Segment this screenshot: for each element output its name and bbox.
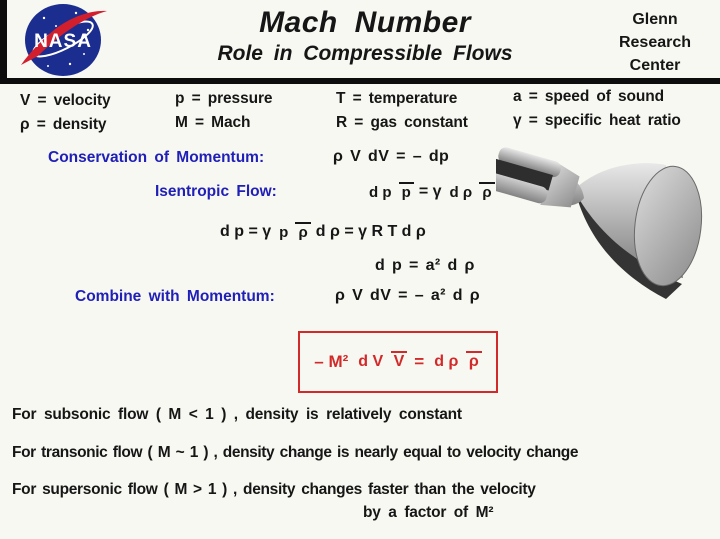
definition-item: γ = specific heat ratio — [513, 111, 681, 129]
fraction-numerator: d ρ — [434, 353, 459, 370]
eq-speed-of-sound: d p = a² d ρ — [375, 257, 475, 274]
eq-text: = — [414, 352, 425, 371]
eq-isentropic — [366, 169, 495, 215]
note-transonic: For transonic flow ( M ~ 1 ) , density change is nearly equal to velocity change — [12, 444, 579, 461]
label-conservation-of-momentum: Conservation of Momentum: — [48, 149, 265, 166]
eq-text: d p = γ — [220, 223, 272, 240]
label-isentropic-flow: Isentropic Flow: — [155, 183, 277, 200]
nasa-logo-text: NASA — [34, 31, 92, 52]
org-line: Research — [618, 34, 692, 51]
eq-state-expansion — [220, 211, 426, 253]
org-line: Center — [629, 57, 681, 74]
definition-item: a = speed of sound — [513, 88, 665, 105]
eq-text: – M² — [314, 352, 349, 371]
fraction-denominator: ρ — [295, 222, 310, 241]
definition-col-4 — [513, 85, 681, 132]
label-combine-with-momentum: Combine with Momentum: — [75, 288, 275, 305]
definition-item: M = Mach — [175, 113, 251, 131]
definition-col-1 — [20, 89, 111, 136]
fraction-numerator: d p — [369, 183, 392, 201]
definition-col-2 — [175, 87, 272, 134]
fraction-denominator: p — [399, 182, 414, 201]
note-subsonic: For subsonic flow ( M < 1 ) , density is relatively constant — [12, 406, 462, 423]
note-supersonic-factor: by a factor of M² — [363, 504, 494, 521]
org-name — [582, 8, 720, 77]
fraction — [276, 224, 311, 241]
highlight-result-box — [298, 331, 498, 393]
header-divider — [0, 78, 720, 84]
definition-item: T = temperature — [336, 90, 458, 107]
definition-item: ρ = density — [20, 115, 107, 133]
fraction-numerator: p — [279, 223, 289, 241]
definition-item: R = gas constant — [336, 113, 468, 131]
eq-text: = γ — [418, 183, 442, 200]
page-subtitle: Role in Compressible Flows — [217, 42, 513, 65]
org-line: Glenn — [632, 11, 678, 28]
eq-text: d ρ = γ R T d ρ — [315, 223, 426, 240]
definition-col-3 — [336, 87, 468, 134]
page-title: Mach Number — [259, 6, 471, 39]
title-block — [195, 6, 535, 66]
rocket-nozzle-icon — [496, 142, 708, 304]
note-supersonic: For supersonic flow ( M > 1 ) , density changes faster than the velocity — [12, 481, 536, 498]
fraction — [447, 184, 495, 201]
fraction-numerator: d ρ — [449, 183, 473, 201]
eq-momentum: ρ V dV = – dp — [333, 148, 450, 165]
fraction-denominator: V — [391, 351, 408, 370]
nasa-logo-icon — [18, 2, 110, 78]
fraction — [431, 353, 481, 371]
definition-item: p = pressure — [175, 90, 273, 107]
fraction-numerator: d V — [358, 353, 384, 370]
fraction — [355, 353, 407, 371]
left-edge-bar — [0, 0, 7, 84]
fraction-denominator: ρ — [479, 182, 494, 201]
definition-item: V = velocity — [20, 92, 111, 109]
eq-combined: ρ V dV = – a² d ρ — [335, 287, 481, 304]
fraction-denominator: ρ — [466, 351, 482, 370]
fraction — [366, 184, 414, 201]
